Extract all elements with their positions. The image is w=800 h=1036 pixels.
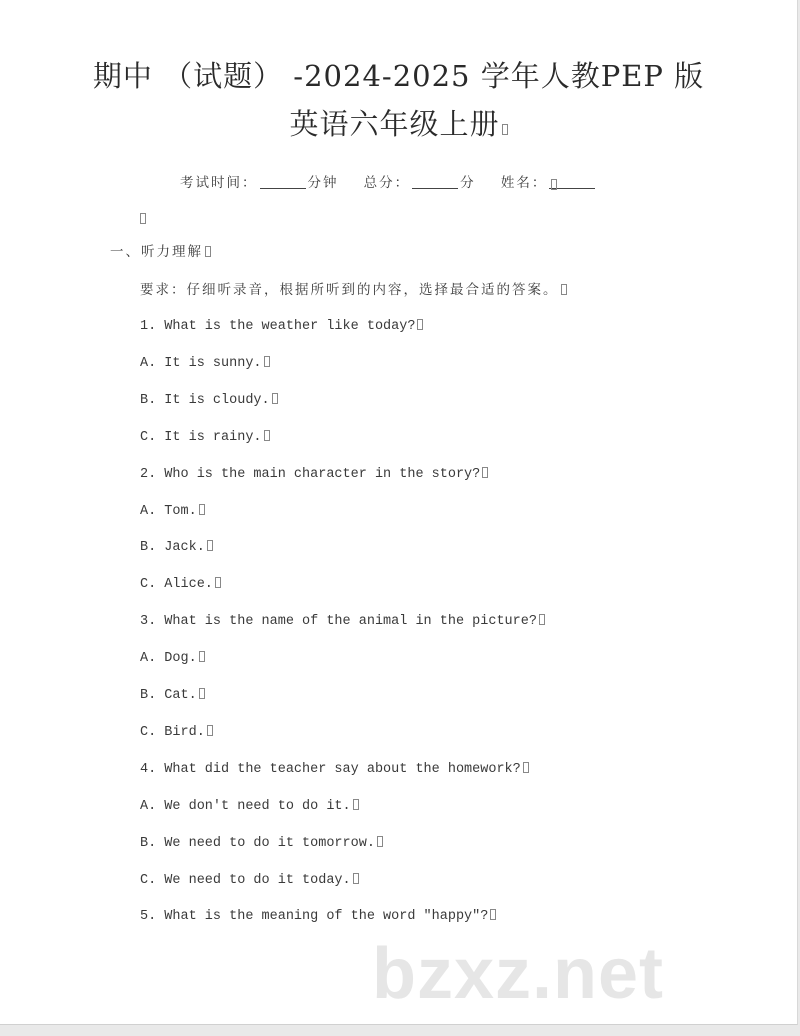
answer-option: [140, 835, 383, 853]
line-text: 5. What is the meaning of the word "happy"?: [140, 909, 489, 925]
answer-option: [140, 724, 213, 742]
requirement-text: [140, 281, 567, 299]
answer-option: [140, 687, 205, 705]
time-blank[interactable]: [260, 176, 306, 189]
title-line-1: 期中 （试题） -2024-2025 学年人教PEP 版: [92, 59, 705, 93]
line-text: C. It is rainy.: [140, 429, 262, 445]
answer-option: [140, 576, 221, 594]
requirement-content: 要求：仔细听录音，根据所听到的内容，选择最合适的答案。: [140, 282, 559, 298]
line-text: C. Alice.: [140, 577, 213, 593]
line-text: 1. What is the weather like today?: [140, 319, 416, 334]
score-label: 总分：: [363, 175, 411, 191]
name-label: 姓名：: [500, 175, 548, 191]
question-item: [140, 761, 529, 779]
line-text: A. It is sunny.: [140, 355, 262, 371]
section-title: [110, 243, 211, 261]
answer-option: [140, 872, 359, 890]
line-text: C. We need to do it today.: [140, 872, 351, 888]
time-unit: 分钟: [307, 175, 339, 191]
answer-option: [140, 650, 205, 668]
exam-info: [180, 174, 597, 192]
line-text: B. Jack.: [140, 540, 205, 556]
paragraph-mark-icon: [500, 107, 508, 141]
line-text: B. It is cloudy.: [140, 392, 270, 408]
score-blank[interactable]: [412, 176, 458, 189]
question-item: [140, 613, 545, 631]
answer-option: [140, 503, 205, 521]
line-text: 2. Who is the main character in the story?: [140, 466, 481, 482]
answer-option: [140, 539, 213, 557]
title-line-2: [0, 106, 797, 142]
score-unit: 分: [460, 175, 476, 191]
line-text: B. We need to do it tomorrow.: [140, 835, 375, 851]
question-item: [140, 466, 488, 484]
line-text: C. Bird.: [140, 724, 205, 740]
name-blank[interactable]: [549, 176, 595, 189]
line-text: A. Tom.: [140, 503, 197, 519]
line-text: 4. What did the teacher say about the homework?: [140, 761, 521, 777]
answer-option: [140, 392, 278, 410]
question-item: [140, 908, 496, 926]
empty-paragraph-mark-icon: [138, 208, 146, 227]
line-text: A. Dog.: [140, 651, 197, 667]
line-text: A. We don't need to do it.: [140, 798, 351, 814]
section-title-text: 一、听力理解: [110, 244, 203, 260]
watermark: bzxz.net: [372, 934, 665, 1014]
answer-option: [140, 798, 359, 816]
line-text: B. Cat.: [140, 688, 197, 703]
time-label: 考试时间：: [180, 175, 258, 191]
answer-option: [140, 355, 270, 373]
title-text: 英语六年级上册: [289, 107, 500, 141]
line-text: 3. What is the name of the animal in the picture?: [140, 614, 537, 630]
answer-option: [140, 429, 270, 447]
question-item: [140, 318, 423, 336]
